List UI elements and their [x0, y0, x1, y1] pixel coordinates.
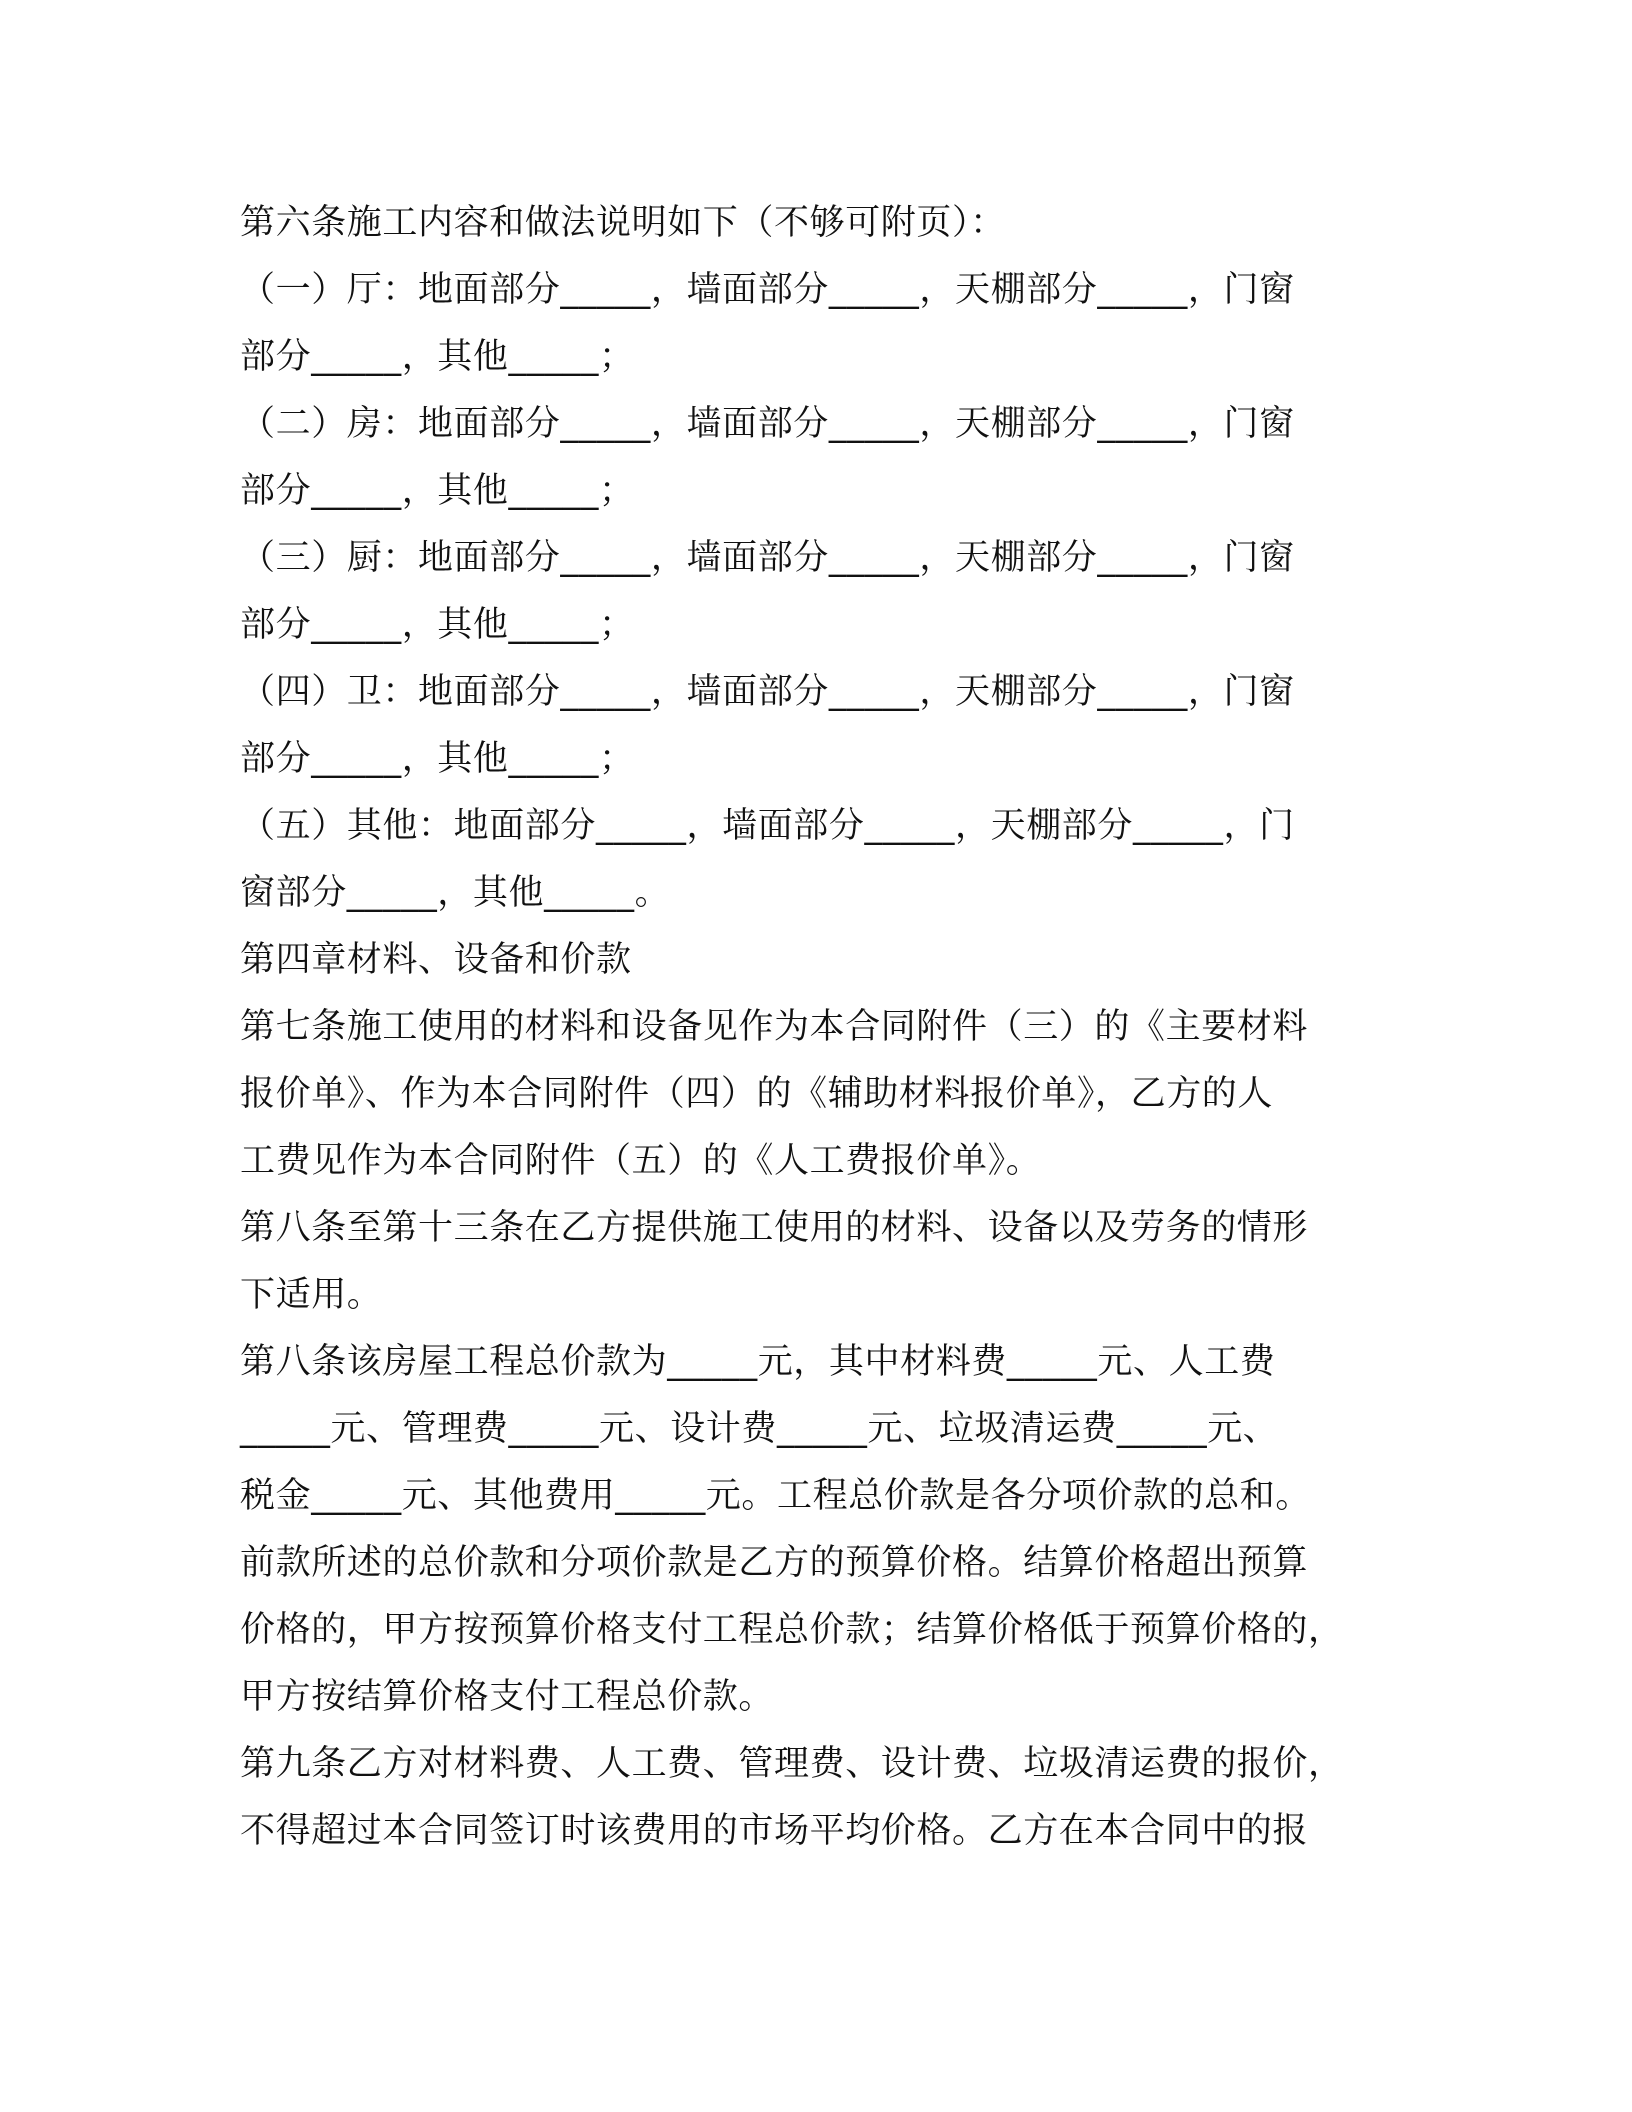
- text-line: 下适用。: [240, 1275, 383, 1315]
- text-line: 第八条该房屋工程总价款为_____元，其中材料费_____元、人工费: [240, 1342, 1276, 1382]
- text-line: 第六条施工内容和做法说明如下（不够可附页）：: [240, 203, 1006, 243]
- text-line: 不得超过本合同签订时该费用的市场平均价格。乙方在本合同中的报: [240, 1811, 1309, 1851]
- text-line: （三）厨：地面部分_____，墙面部分_____，天棚部分_____，门窗: [240, 538, 1295, 578]
- text-line: 甲方按结算价格支付工程总价款。: [240, 1677, 775, 1717]
- text-line: 第九条乙方对材料费、人工费、管理费、设计费、垃圾清运费的报价，: [240, 1744, 1344, 1784]
- text-line: 报价单》、作为本合同附件（四）的《辅助材料报价单》，乙方的人: [240, 1074, 1274, 1114]
- text-line: 部分_____，其他_____；: [240, 337, 635, 377]
- text-line: （五）其他：地面部分_____，墙面部分_____，天棚部分_____，门: [240, 806, 1295, 846]
- text-line: 第八条至第十三条在乙方提供施工使用的材料、设备以及劳务的情形: [240, 1208, 1309, 1248]
- text-line: 窗部分_____，其他_____。: [240, 873, 671, 913]
- chapter-heading: 第四章材料、设备和价款: [240, 940, 632, 980]
- text-line: 第七条施工使用的材料和设备见作为本合同附件（三）的《主要材料: [240, 1007, 1309, 1047]
- text-line: 部分_____，其他_____；: [240, 471, 635, 511]
- text-line: 税金_____元、其他费用_____元。工程总价款是各分项价款的总和。: [240, 1476, 1312, 1516]
- text-line: （四）卫：地面部分_____，墙面部分_____，天棚部分_____，门窗: [240, 672, 1295, 712]
- text-line: 部分_____，其他_____；: [240, 605, 635, 645]
- document-body: [240, 190, 1380, 1865]
- text-line: （一）厅：地面部分_____，墙面部分_____，天棚部分_____，门窗: [240, 270, 1295, 310]
- text-line: 部分_____，其他_____；: [240, 739, 635, 779]
- text-line: _____元、管理费_____元、设计费_____元、垃圾清运费_____元、: [240, 1409, 1279, 1449]
- text-line: 价格的，甲方按预算价格支付工程总价款；结算价格低于预算价格的，: [240, 1610, 1344, 1650]
- text-line: 前款所述的总价款和分项价款是乙方的预算价格。结算价格超出预算: [240, 1543, 1309, 1583]
- text-line: 工费见作为本合同附件（五）的《人工费报价单》。: [240, 1141, 1042, 1181]
- text-line: （二）房：地面部分_____，墙面部分_____，天棚部分_____，门窗: [240, 404, 1295, 444]
